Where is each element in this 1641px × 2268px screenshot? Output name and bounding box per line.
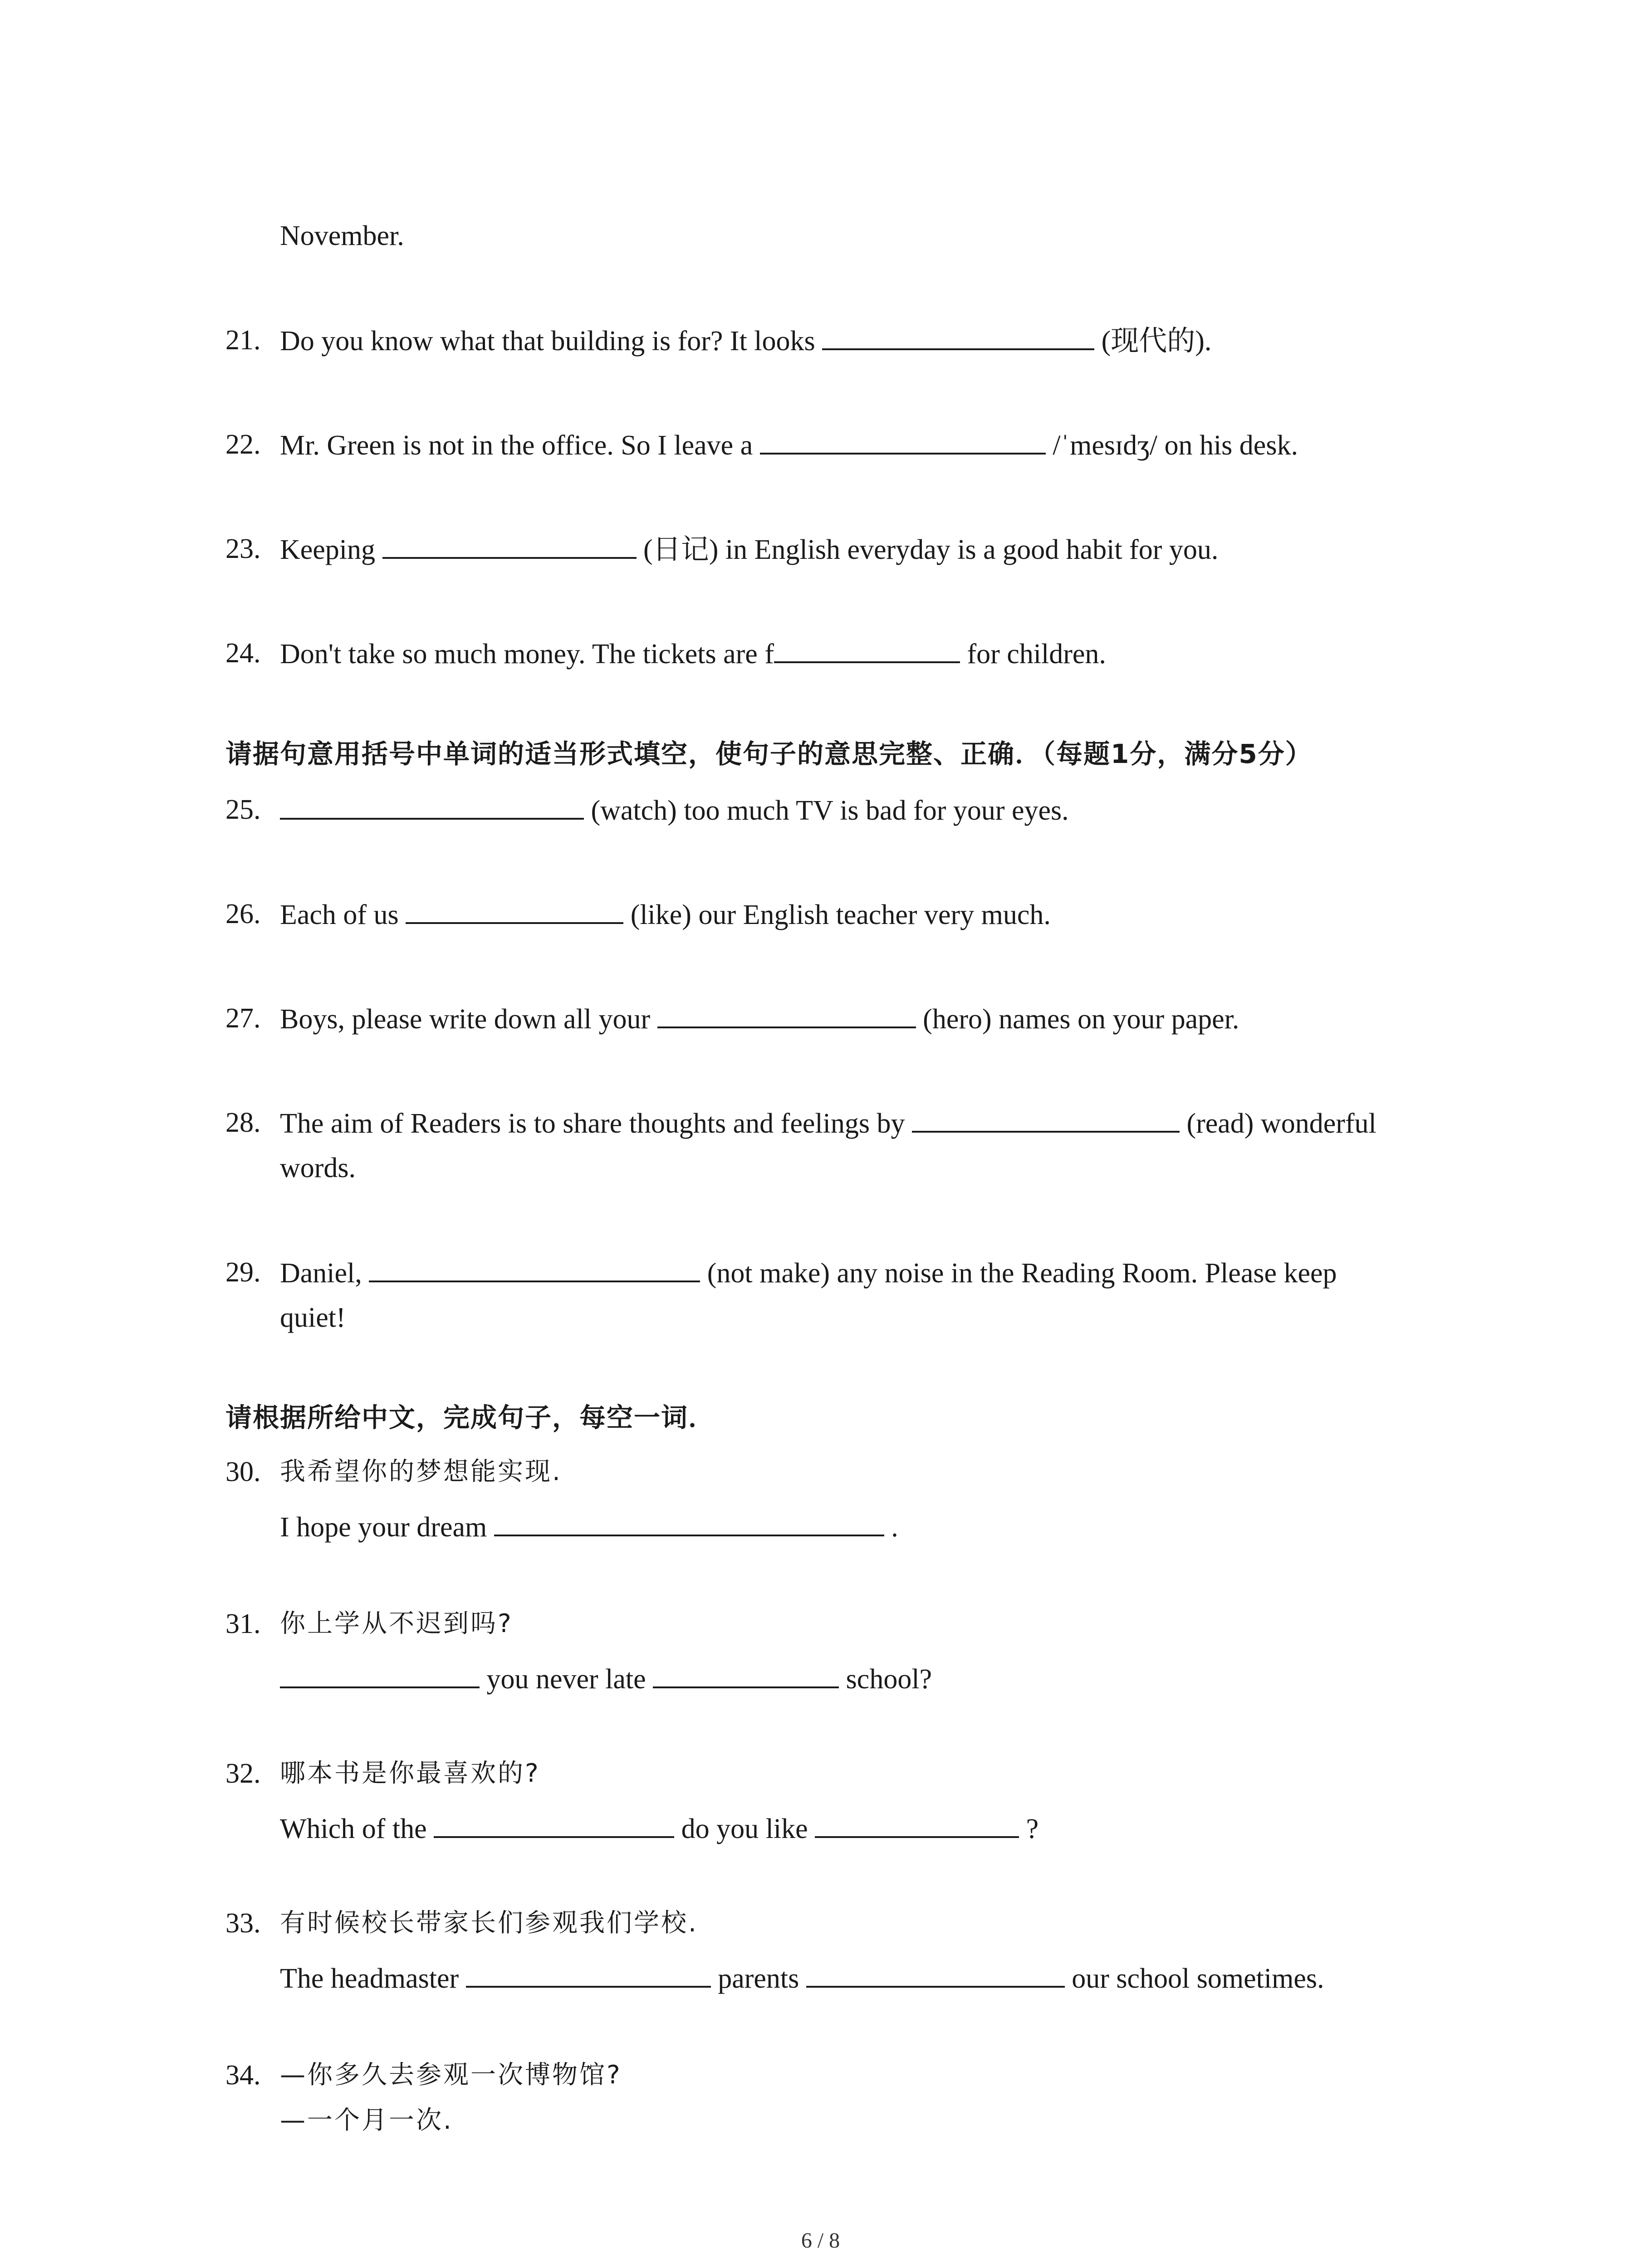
q23-blank[interactable]	[382, 531, 637, 559]
q24-body	[280, 635, 1106, 672]
q29-text-c: quiet!	[280, 1302, 346, 1333]
q33-body	[280, 1960, 1324, 1997]
q31-blank-2[interactable]	[653, 1660, 839, 1688]
q26-text-a: Each of us	[280, 899, 399, 930]
q26-number: 26.	[225, 899, 261, 929]
section-3-title: 请根据所给中文，完成句子，每空一词．	[225, 1402, 716, 1433]
q21-text-a: Do you know what that building is for? It looks	[280, 326, 815, 357]
q26-blank[interactable]	[406, 896, 623, 924]
q31-body	[280, 1660, 932, 1697]
q21-text-b: (现代的).	[1101, 326, 1212, 357]
q27-text-b: (hero) names on your paper.	[923, 1004, 1239, 1035]
q32-number: 32.	[225, 1758, 261, 1789]
q24-text-a: Don't take so much money. The tickets are f	[280, 639, 774, 670]
q32-text-a: Which of the	[280, 1813, 427, 1844]
q34-chinese-1: —你多久去参观一次博物馆?	[280, 2060, 622, 2090]
q29-body	[280, 1254, 1337, 1291]
q33-text-a: The headmaster	[280, 1963, 459, 1994]
q32-blank-1[interactable]	[434, 1810, 674, 1838]
q22-text-b: /ˈmesɪdʒ/ on his desk.	[1053, 430, 1298, 461]
q22-text-a: Mr. Green is not in the office. So I leave a	[280, 430, 753, 461]
q25-blank[interactable]	[280, 792, 584, 820]
q30-chinese: 我希望你的梦想能实现.	[280, 1457, 562, 1486]
q33-blank-2[interactable]	[806, 1960, 1065, 1988]
q26-body	[280, 896, 1051, 933]
q25-number: 25.	[225, 794, 261, 825]
q23-text-a: Keeping	[280, 534, 376, 565]
page-number: 6 / 8	[801, 2229, 840, 2253]
q31-chinese: 你上学从不迟到吗?	[280, 1609, 513, 1638]
q25-body	[280, 792, 1069, 829]
q33-text-c: our school sometimes.	[1072, 1963, 1324, 1994]
q29-blank[interactable]	[369, 1254, 700, 1282]
q27-body	[280, 1000, 1239, 1037]
q29-number: 29.	[225, 1257, 261, 1288]
q31-text-b: school?	[846, 1664, 932, 1695]
q33-number: 33.	[225, 1908, 261, 1939]
q27-number: 27.	[225, 1003, 261, 1034]
q32-text-b: do you like	[681, 1813, 808, 1844]
q33-chinese: 有时候校长带家长们参观我们学校.	[280, 1908, 698, 1938]
q31-text-a: you never late	[486, 1664, 646, 1695]
q31-blank-1[interactable]	[280, 1660, 480, 1688]
q32-blank-2[interactable]	[815, 1810, 1019, 1838]
q24-blank[interactable]	[774, 635, 960, 663]
q24-text-b: for children.	[967, 639, 1106, 670]
q29-text-a: Daniel,	[280, 1258, 362, 1289]
q22-number: 22.	[225, 429, 261, 460]
q32-body	[280, 1810, 1038, 1847]
q25-text-b: (watch) too much TV is bad for your eyes.	[591, 795, 1069, 826]
q28-body	[280, 1105, 1376, 1142]
q26-text-b: (like) our English teacher very much.	[630, 899, 1051, 930]
q24-number: 24.	[225, 638, 261, 669]
q34-chinese-2: —一个月一次.	[280, 2106, 453, 2135]
q33-text-b: parents	[718, 1963, 799, 1994]
q23-body	[280, 531, 1218, 568]
q28-number: 28.	[225, 1107, 261, 1138]
q23-text-b: (日记) in English everyday is a good habit for you.	[643, 534, 1219, 565]
q28-text-c: words.	[280, 1153, 356, 1183]
q20-text: November.	[280, 220, 404, 251]
q22-blank[interactable]	[760, 426, 1046, 455]
q28-text-b: (read) wonderful	[1186, 1108, 1376, 1139]
q30-body	[280, 1508, 898, 1545]
q21-blank[interactable]	[822, 322, 1094, 350]
q33-blank-1[interactable]	[466, 1960, 711, 1988]
q30-text-a: I hope your dream	[280, 1512, 487, 1543]
q30-text-b: .	[891, 1512, 898, 1543]
q23-number: 23.	[225, 533, 261, 564]
q34-number: 34.	[225, 2060, 261, 2091]
q27-text-a: Boys, please write down all your	[280, 1004, 651, 1035]
q30-blank[interactable]	[494, 1508, 884, 1536]
q21-number: 21.	[225, 325, 261, 356]
q22-body	[280, 426, 1298, 464]
q28-text-a: The aim of Readers is to share thoughts and feelings by	[280, 1108, 905, 1139]
q30-number: 30.	[225, 1457, 261, 1487]
q32-chinese: 哪本书是你最喜欢的?	[280, 1759, 540, 1788]
q31-number: 31.	[225, 1608, 261, 1639]
q32-text-c: ?	[1026, 1813, 1039, 1844]
section-2-title: 请据句意用括号中单词的适当形式填空，使句子的意思完整、正确．（每题1分，满分5分）	[225, 738, 1313, 769]
q21-body	[280, 322, 1211, 359]
q29-text-b: (not make) any noise in the Reading Room. Please keep	[707, 1258, 1337, 1289]
q27-blank[interactable]	[657, 1000, 916, 1028]
q28-blank[interactable]	[912, 1105, 1180, 1133]
